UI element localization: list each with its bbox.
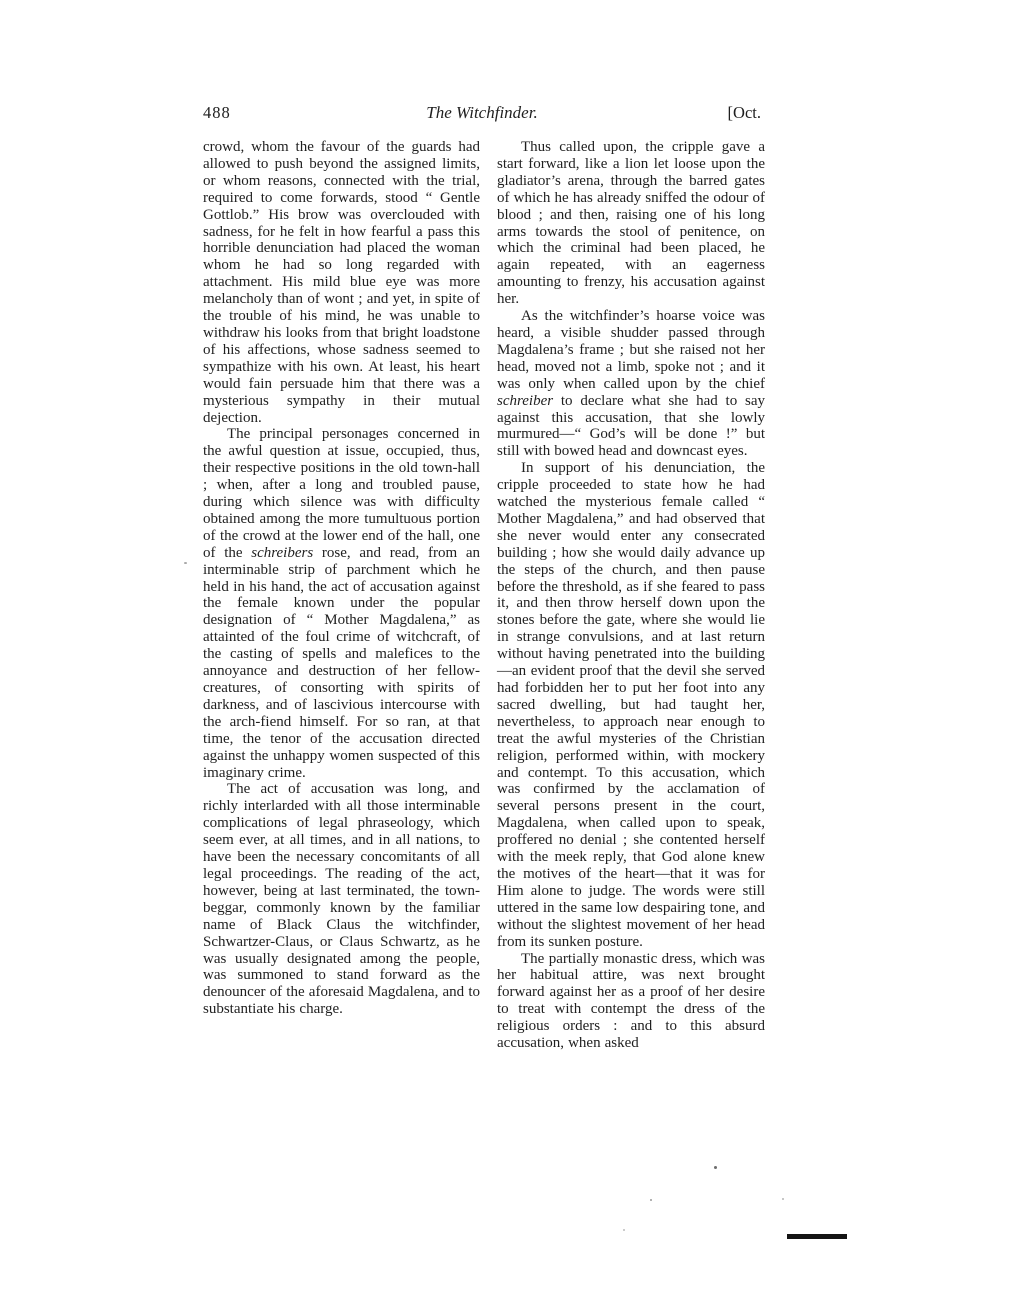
scan-speck	[184, 562, 187, 564]
right-column	[497, 139, 765, 1052]
paragraph: In support of his denunciation, the cripple proceeded to state how he had watched the mysterious female called “ Mother Magdalena,” and had observed that she never would enter any consecrated building ; how she would daily advance up the steps of the church, and then pause before the threshold, as if she feared to pass it, and then throw herself down upon the stones before the gate, where she would lie in strange convulsions, and at last return without having penetrated into the building—an evident proof that the devil she served had forbidden her to put her foot into any sacred dwelling, but had taught her, nevertheless, to approach near enough to treat the awful mysteries of the Christian religion, performed within, with mockery and contempt. To this accusation, which was confirmed by the acclamation of several persons present in the court, Magdalena, when called upon to speak, proffered no denial ; she contented herself with the meek reply, that God alone knew the motives of the heart—that it was for Him alone to judge. The words were still uttered in the same low despairing tone, and without the slightest movement of her head from its sunken posture.	[497, 460, 765, 950]
paragraph: As the witchfinder’s hoarse voice was heard, a visible shudder passed through Magdalena’s frame ; but she raised not her head, moved not a limb, spoke not ; and it was only when called upon by the chief schreiber to declare what she had to say against this accusation, that she lowly murmured—“ God’s will be done !” but still with bowed head and downcast eyes.	[497, 308, 765, 460]
scan-speck	[714, 1166, 717, 1169]
text-columns	[203, 139, 765, 1052]
scan-speck	[650, 1199, 652, 1201]
paragraph: The act of accusation was long, and richly interlarded with all those interminable complications of legal phraseology, which seem ever, at all times, and in all nations, to have been the necessary concomitants of all legal proceedings. The reading of the act, however, being at last terminated, the town-beggar, commonly known by the familiar name of Black Claus the witchfinder, Schwartzer-Claus, or Claus Schwartz, as he was usually designated among the people, was summoned to stand forward as the denouncer of the aforesaid Magdalena, and to substantiate his charge.	[203, 781, 480, 1018]
section-end-rule	[787, 1234, 847, 1239]
page-number: 488	[203, 103, 231, 122]
left-column	[203, 139, 480, 1052]
running-title: The Witchfinder.	[426, 103, 538, 122]
paragraph: crowd, whom the favour of the guards had allowed to push beyond the assigned limits, or whom reasons, connected with the trial, required to come forwards, stood “ Gentle Gottlob.” His brow was overclouded with sadness, for he felt in how fearful a pass this horrible denunciation had placed the woman whom he had so long regarded with attachment. His mild blue eye was more melancholy than of wont ; and yet, in spite of the trouble of his mind, he was unable to withdraw his looks from that bright loadstone of his affections, whose sadness seemed to sympathize with his own. At least, his heart would fain persuade him that there was a mysterious sympathy in their mutual dejection.	[203, 139, 480, 426]
paragraph: The principal personages concerned in the awful question at issue, occupied, thus, their respective positions in the old town-hall ; when, after a long and troubled pause, during which silence was with difficulty obtained among the more tumultuous portion of the crowd at the lower end of the hall, one of the schreibers rose, and read, from an interminable strip of parchment which he held in his hand, the act of accusation against the female known under the popular designation of “ Mother Magdalena,” as attainted of the foul crime of witchcraft, of the casting of spells and malefices to the annoyance and destruction of her fellow-creatures, of consorting with spirits of darkness, and of lascivious intercourse with the arch-fiend himself. For so ran, at that time, the tenor of the accusation directed against the unhappy women suspected of this imaginary crime.	[203, 426, 481, 781]
scan-speck	[782, 1198, 784, 1200]
scan-speck	[623, 1229, 625, 1231]
issue-date: [Oct.	[727, 103, 761, 122]
page-header	[203, 103, 761, 129]
paragraph: The partially monastic dress, which was her habitual attire, was next brought forward against her as a proof of her desire to treat with contempt the dress of the religious orders : and to this absurd accusation, when asked	[497, 950, 765, 1052]
paragraph: Thus called upon, the cripple gave a start forward, like a lion let loose upon the gladiator’s arena, through the barred gates of which he has already sniffed the odour of blood ; and then, raising one of his long arms towards the stool of penitence, on which the criminal had been placed, he again repeated, with an eagerness amounting to frenzy, his accusation against her.	[497, 139, 765, 308]
